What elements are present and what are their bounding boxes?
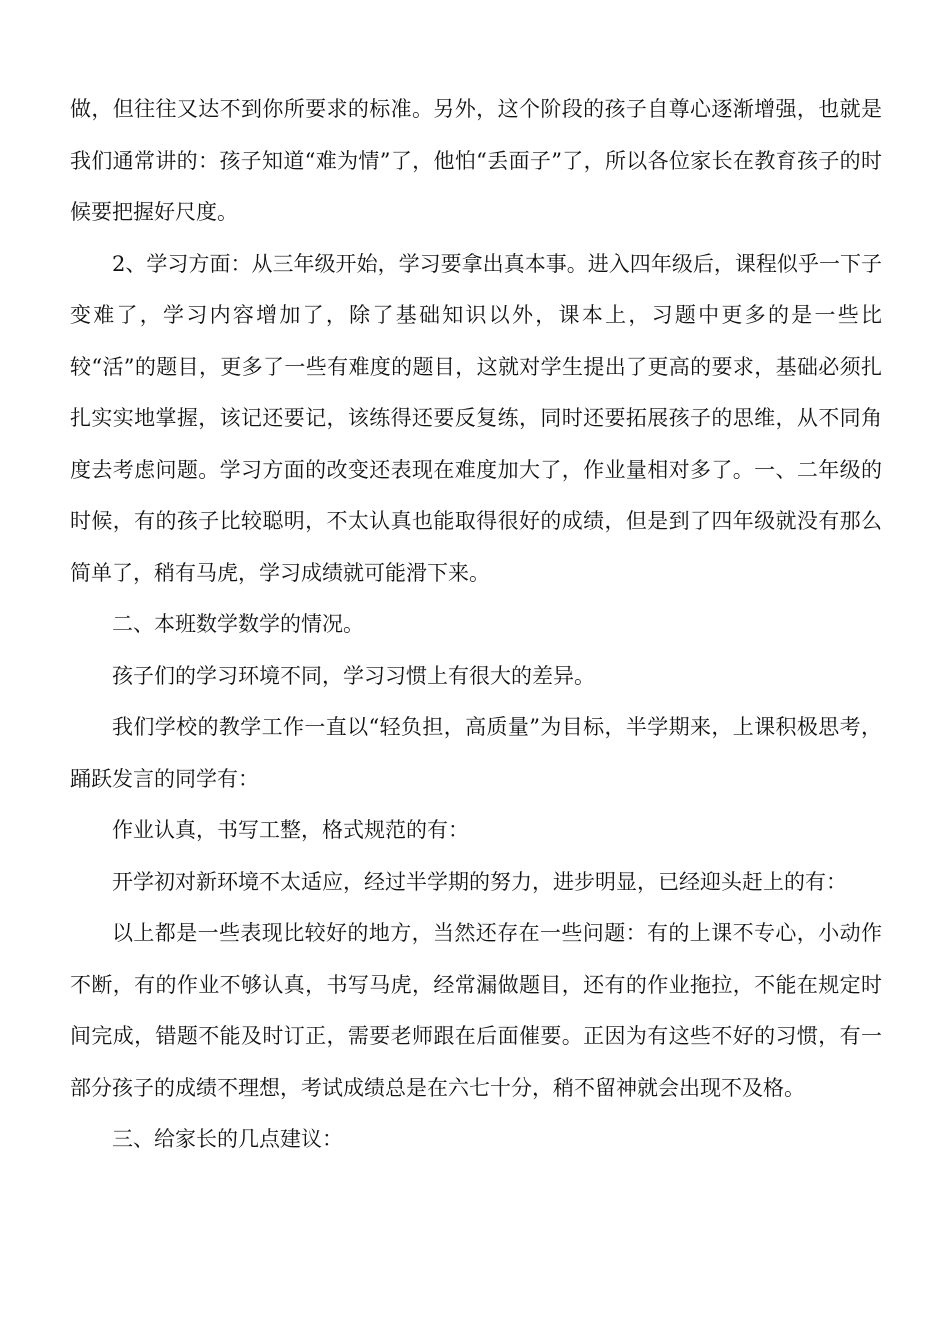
paragraph-problems: 以上都是一些表现比较好的地方，当然还存在一些问题：有的上课不专心，小动作不断，有的作业不够认真，书写马虎，经常漏做题目，还有的作业拖拉，不能在规定时间完成，错题不能及时订正，需要老师跟在后面催要。正因为有这些不好的习惯，有一部分孩子的成绩不理想，考试成绩总是在六七十分，稍不留神就会出现不及格。 bbox=[70, 921, 882, 1100]
paragraph-improved-students: 开学初对新环境不太适应，经过半学期的努力，进步明显，已经迎头赶上的有： bbox=[112, 869, 847, 894]
paragraph-study-aspect: 2、学习方面：从三年级开始，学习要拿出真本事。进入四年级后，课程似乎一下子变难了，学习内容增加了，除了基础知识以外，课本上，习题中更多的是一些比较“活”的题目，更多了一些有难度的题目，这就对学生提出了更高的要求，基础必须扎扎实实地掌握，该记还要记，该练得还要反复练，同时还要拓展孩子的思维，从不同角度去考虑问题。学习方面的改变还表现在难度加大了，作业量相对多了。一、二年级的时候，有的孩子比较聪明，不太认真也能取得很好的成绩，但是到了四年级就没有那么简单了，稍有马虎，学习成绩就可能滑下来。 bbox=[70, 251, 882, 585]
paragraph-active-students: 我们学校的教学工作一直以“轻负担，高质量”为目标，半学期来，上课积极思考，踊跃发言的同学有： bbox=[70, 715, 882, 791]
document-page bbox=[70, 84, 882, 1166]
section-heading-class-math: 二、本班数学数学的情况。 bbox=[112, 612, 364, 636]
paragraph-continuation: 做，但往往又达不到你所要求的标准。另外，这个阶段的孩子自尊心逐渐增强，也就是我们通常讲的：孩子知道“难为情”了，他怕“丢面子”了，所以各位家长在教育孩子的时候要把握好尺度。 bbox=[70, 97, 882, 224]
paragraph-learning-environment: 孩子们的学习环境不同，学习习惯上有很大的差异。 bbox=[112, 663, 595, 688]
section-heading-suggestions: 三、给家长的几点建议： bbox=[112, 1127, 343, 1151]
paragraph-neat-homework: 作业认真，书写工整，格式规范的有： bbox=[112, 818, 469, 842]
